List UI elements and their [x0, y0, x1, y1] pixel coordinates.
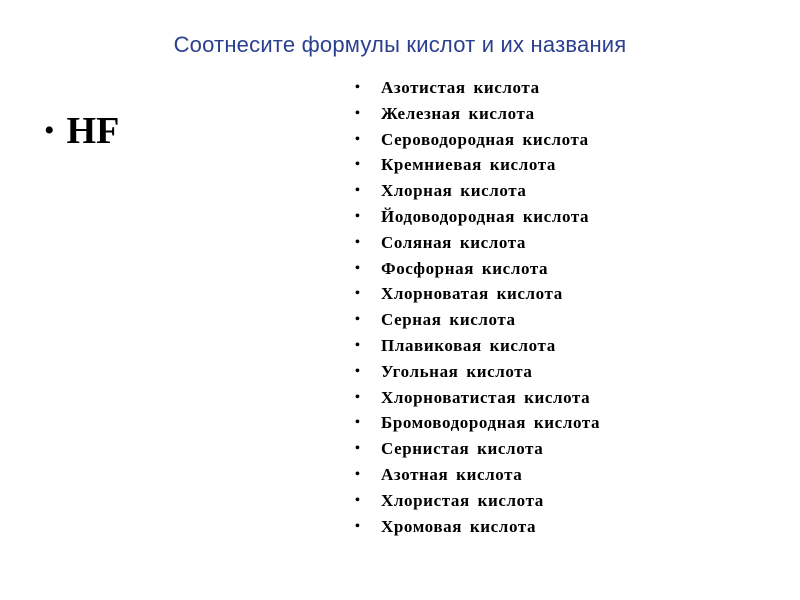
bullet-icon: • [355, 234, 361, 250]
acid-list-item [355, 101, 600, 127]
bullet-icon: • [355, 337, 361, 353]
acid-list-item [355, 281, 600, 307]
acid-list-item [355, 462, 600, 488]
acid-list-item [355, 307, 600, 333]
bullet-icon: • [355, 466, 361, 482]
bullet-icon: • [44, 114, 55, 147]
acid-name: Серная кислота [381, 310, 516, 330]
acid-name: Хромовая кислота [381, 516, 537, 536]
acid-list-item [355, 127, 600, 153]
acid-formula: HF [66, 110, 120, 152]
acid-name: Хлорноватая кислота [381, 284, 563, 304]
bullet-icon: • [355, 492, 361, 508]
formula-row [44, 112, 119, 150]
acid-list-item [355, 75, 600, 101]
acid-name: Хлорная кислота [381, 181, 527, 201]
acid-name: Хлорноватистая кислота [381, 387, 591, 407]
acid-names-list [355, 75, 600, 539]
acid-name: Азотная кислота [381, 464, 523, 484]
bullet-icon: • [355, 183, 361, 199]
acid-name: Хлористая кислота [381, 490, 544, 510]
acid-list-item [355, 333, 600, 359]
bullet-icon: • [355, 260, 361, 276]
acid-list-item [355, 436, 600, 462]
acid-name: Соляная кислота [381, 232, 527, 252]
acid-name: Сероводородная кислота [381, 129, 589, 149]
acid-name: Железная кислота [381, 103, 535, 123]
acid-list-item [355, 204, 600, 230]
bullet-icon: • [355, 389, 361, 405]
bullet-icon: • [355, 363, 361, 379]
bullet-icon: • [355, 286, 361, 302]
acid-name: Плавиковая кислота [381, 335, 556, 355]
bullet-icon: • [355, 415, 361, 431]
bullet-icon: • [355, 441, 361, 457]
acid-list-item [355, 152, 600, 178]
acid-list-item [355, 410, 600, 436]
bullet-icon: • [355, 80, 361, 95]
bullet-icon: • [355, 518, 361, 534]
acid-name: Фосфорная кислота [381, 258, 549, 278]
acid-name: Сернистая кислота [381, 439, 544, 459]
bullet-icon: • [355, 312, 361, 328]
bullet-icon: • [355, 157, 361, 173]
acid-name: Угольная кислота [381, 361, 533, 381]
acid-name: Азотистая кислота [381, 78, 540, 97]
acid-list-item [355, 385, 600, 411]
bullet-icon: • [355, 208, 361, 224]
slide-title: Соотнесите формулы кислот и их названия [173, 32, 627, 57]
bullet-icon: • [355, 105, 361, 121]
acid-list-item [355, 488, 600, 514]
acid-list-item [355, 514, 600, 540]
acid-list-item [355, 256, 600, 282]
acid-name: Бромоводородная кислота [381, 413, 601, 433]
acid-list-item [355, 178, 600, 204]
acid-list-item [355, 230, 600, 256]
acid-name: Йодоводородная кислота [381, 206, 590, 226]
bullet-icon: • [355, 131, 361, 147]
acid-list-item [355, 359, 600, 385]
acid-name: Кремниевая кислота [381, 155, 556, 175]
